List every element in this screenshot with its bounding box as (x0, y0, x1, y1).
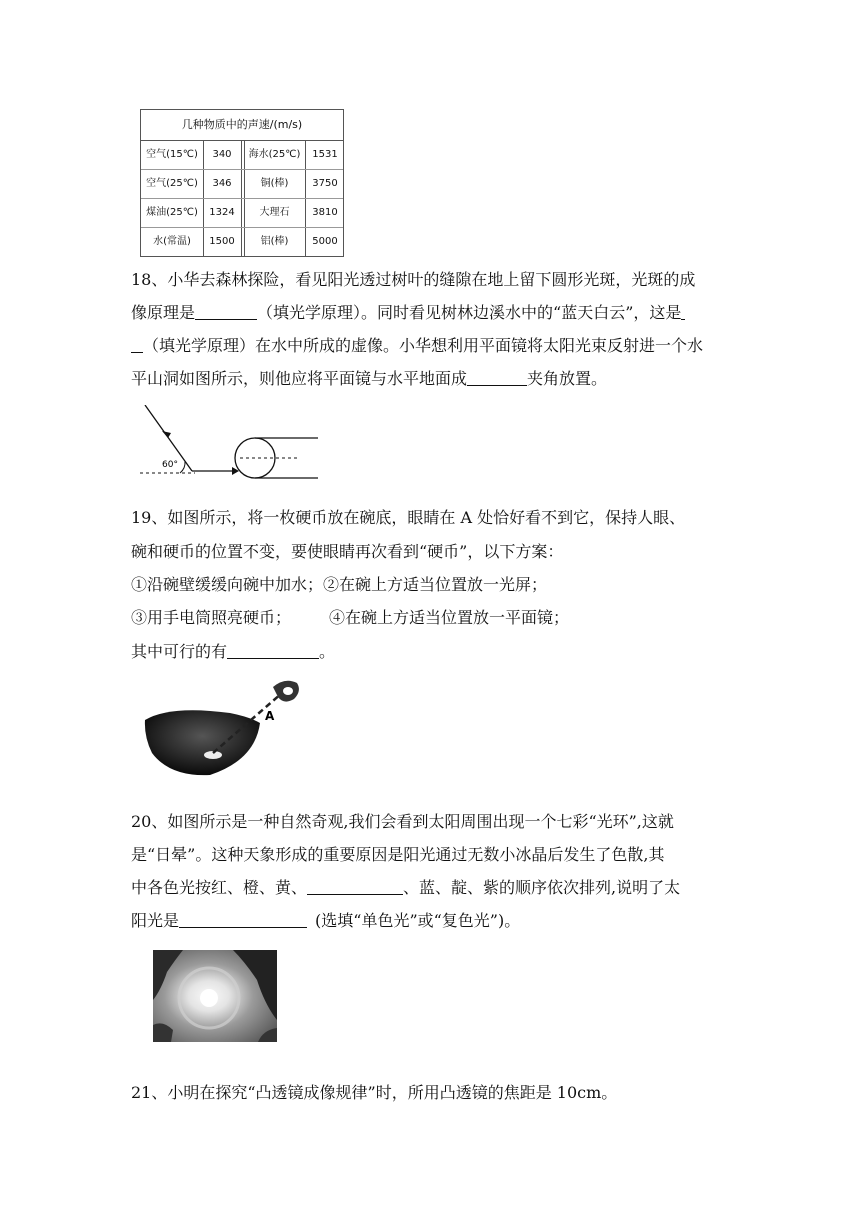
q18-line-3: （填光学原理）在水中所成的虚像。小华想利用平面镜将太阳光束反射进一个水 (131, 336, 703, 356)
table-cell: 大理石 (259, 207, 290, 218)
table-cell: 5000 (312, 236, 338, 247)
q20-line-1: 20、如图所示是一种自然奇观,我们会看到太阳周围出现一个七彩“光环”,这就 (131, 812, 674, 831)
table-cell: 铝(棒) (260, 236, 289, 247)
table-cell: 煤油(25℃) (146, 207, 198, 218)
answer-blank[interactable] (131, 336, 143, 353)
answer-blank[interactable] (227, 642, 319, 659)
q20-line-3: 中各色光按红、橙、黄、 、蓝、靛、紫的顺序依次排列,说明了太 (131, 878, 681, 897)
q21-line-1: 21、小明在探究“凸透镜成像规律”时，所用凸透镜的焦距是 10cm。 (131, 1083, 618, 1102)
table-cell: 1531 (312, 149, 338, 160)
q19-line-3: ①沿碗壁缓缓向碗中加水；②在碗上方适当位置放一光屏； (131, 575, 548, 594)
answer-blank[interactable] (467, 369, 527, 386)
q20-line-2: 是“日晕”。这种天象形成的重要原因是阳光通过无数小冰晶后发生了色散,其 (131, 845, 665, 864)
q18-line-2: 像原理是 （填光学原理）。同时看见树林边溪水中的“蓝天白云”，这是 (131, 303, 685, 323)
answer-blank[interactable] (681, 303, 685, 320)
q18-line-4: 平山洞如图所示，则他应将平面镜与水平地面成 夹角放置。 (131, 369, 608, 388)
answer-blank[interactable] (195, 303, 257, 320)
table-cell: 346 (212, 178, 232, 189)
coin-bowl-diagram (140, 675, 310, 785)
table-cell: 空气(15℃) (146, 149, 198, 160)
point-a-label: A (265, 709, 275, 723)
table-cell: 1324 (209, 207, 235, 218)
q18-line-1: 18、小华去森林探险，看见阳光透过树叶的缝隙在地上留下圆形光斑，光斑的成 (131, 270, 696, 289)
table-cell: 3810 (312, 207, 338, 218)
cave-mirror-diagram (140, 405, 340, 490)
q19-line-5: 其中可行的有 。 (131, 642, 336, 661)
q19-line-4: ③用手电筒照亮硬币； ④在碗上方适当位置放一平面镜； (131, 608, 570, 627)
table-cell: 空气(25℃) (146, 178, 198, 189)
answer-blank[interactable] (179, 911, 307, 928)
sound-speed-table (140, 109, 344, 257)
table-cell: 水(常温) (153, 236, 191, 247)
q19-line-1: 19、如图所示，将一枚硬币放在碗底，眼睛在 A 处恰好看不到它，保持人眼、 (131, 508, 686, 527)
table-cell: 1500 (209, 236, 235, 247)
sun-halo-photo (153, 950, 277, 1042)
table-cell: 340 (212, 149, 232, 160)
answer-blank[interactable] (307, 878, 403, 895)
q20-line-4: 阳光是 (选填“单色光”或“复色光”)。 (131, 911, 521, 930)
table-title: 几种物质中的声速/(m/s) (141, 110, 343, 141)
table-cell: 海水(25℃) (248, 149, 301, 160)
angle-label: 60° (162, 460, 178, 470)
table-cell: 铜(棒) (260, 178, 289, 189)
table-cell: 3750 (312, 178, 338, 189)
q19-line-2: 碗和硬币的位置不变，要使眼睛再次看到“硬币”，以下方案： (131, 542, 564, 561)
